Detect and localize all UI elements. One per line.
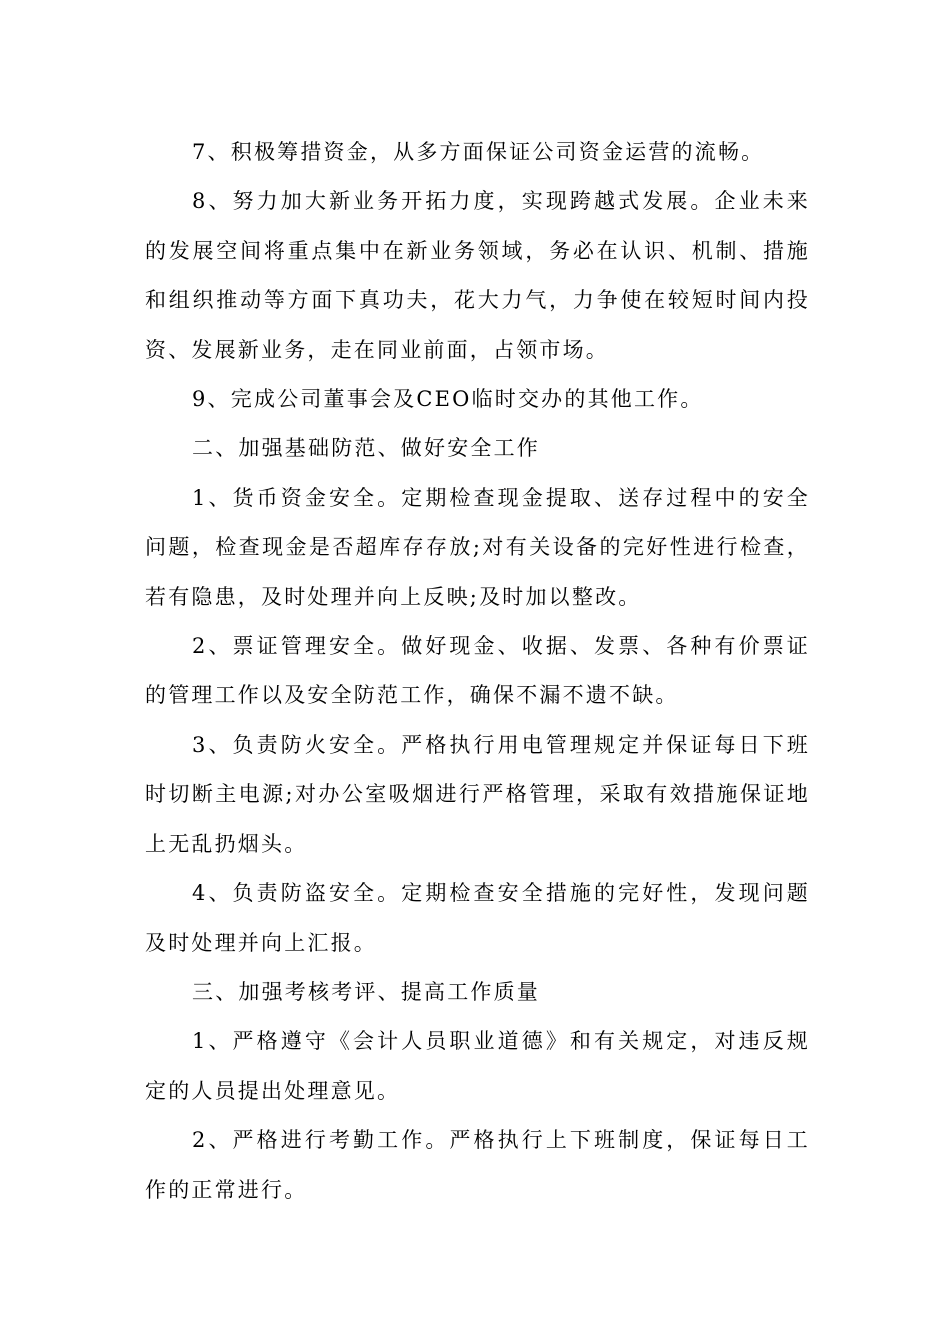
- paragraph-cash-safety: 1、货币资金安全。定期检查现金提取、送存过程中的安全问题，检查现金是否超库存存放;对有关设备的完好性进行检查，若有隐患，及时处理并向上反映;及时加以整改。: [145, 485, 810, 609]
- paragraph-ethics: 1、严格遵守《会计人员职业道德》和有关规定，对违反规定的人员提出处理意见。: [145, 1029, 810, 1103]
- paragraph-voucher-safety: 2、票证管理安全。做好现金、收据、发票、各种有价票证的管理工作以及安全防范工作，确保不漏不遗不缺。: [145, 634, 810, 708]
- paragraph-theft-safety: 4、负责防盗安全。定期检查安全措施的完好性，发现问题及时处理并向上汇报。: [145, 881, 810, 955]
- section-heading-assessment: 三、加强考核考评、提高工作质量: [192, 979, 540, 1004]
- paragraph-item-8-new-business: 8、努力加大新业务开拓力度，实现跨越式发展。企业未来的发展空间将重点集中在新业务领域，务必在认识、机制、措施和组织推动等方面下真功夫，花大力气，力争使在较短时间内投资、发展新业务，走在同业前面，占领市场。: [145, 189, 810, 362]
- paragraph-item-7-funding: 7、积极筹措资金，从多方面保证公司资金运营的流畅。: [192, 140, 765, 164]
- section-heading-safety: 二、加强基础防范、做好安全工作: [192, 436, 540, 461]
- paragraph-attendance: 2、严格进行考勤工作。严格执行上下班制度，保证每日工作的正常进行。: [145, 1128, 810, 1202]
- paragraph-fire-safety: 3、负责防火安全。严格执行用电管理规定并保证每日下班时切断主电源;对办公室吸烟进行严格管理，采取有效措施保证地上无乱扔烟头。: [145, 732, 810, 856]
- document-body: [145, 128, 810, 1215]
- paragraph-item-9-other-tasks: 9、完成公司董事会及CEO临时交办的其他工作。: [192, 387, 704, 412]
